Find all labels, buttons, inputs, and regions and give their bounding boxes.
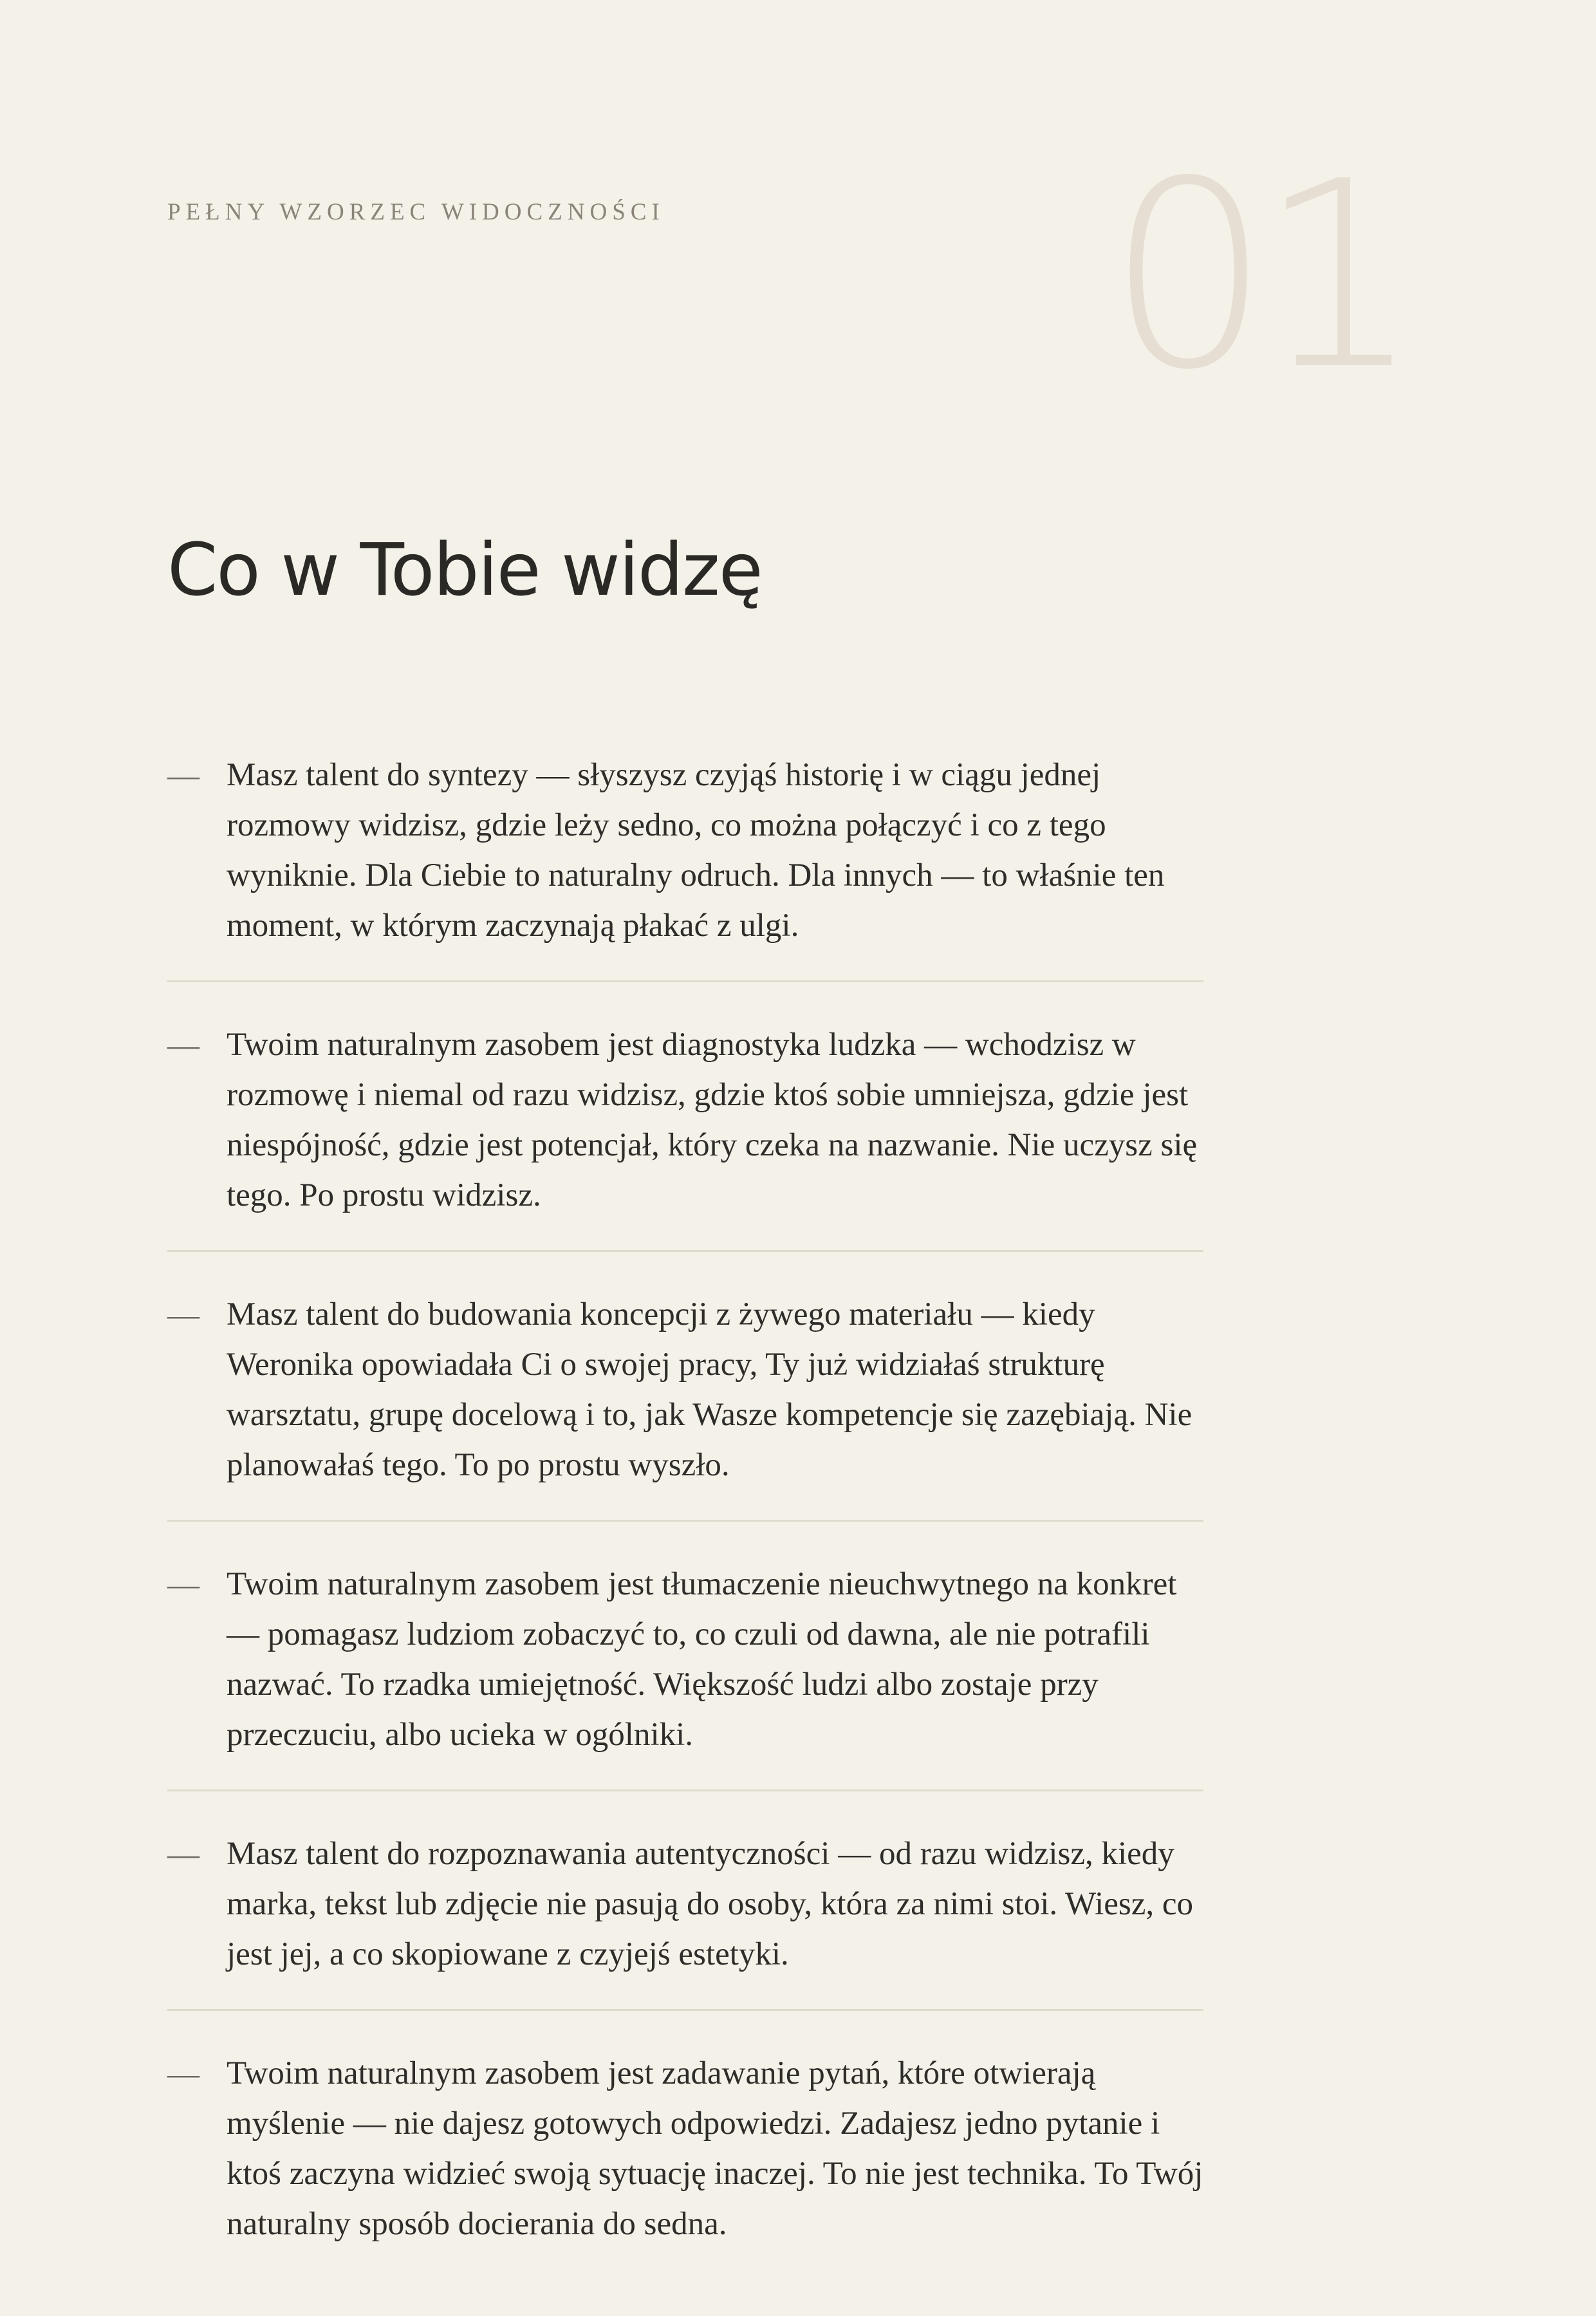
- section-number: 01: [1107, 127, 1409, 426]
- page-title: Co w Tobie widzę: [167, 528, 762, 612]
- section-eyebrow: PEŁNY WZORZEC WIDOCZNOŚCI: [167, 199, 665, 225]
- list-item: [167, 1559, 1203, 1791]
- list-item: [167, 1829, 1203, 2011]
- dash-marker: —: [167, 2055, 200, 2091]
- list-item-text: Masz talent do rozpoznawania autentyczności — od razu widzisz, kiedy marka, tekst lub zdjęcie nie pasują do osoby, która za nimi stoi. Wiesz, co jest jej, a co skopiowane z czyjejś estetyki.: [227, 1836, 1194, 1972]
- list-item: [167, 1020, 1203, 1252]
- list-item-text: Twoim naturalnym zasobem jest diagnostyka ludzka — wchodzisz w rozmowę i niemal od razu widzisz, gdzie ktoś sobie umniejsza, gdzie jest niespójność, gdzie jest potencjał, który czeka na nazwanie. Nie uczysz się tego. Po prostu widzisz.: [227, 1027, 1198, 1213]
- dash-marker: —: [167, 1027, 200, 1063]
- dash-marker: —: [167, 1836, 200, 1872]
- list-item-text: Masz talent do syntezy — słyszysz czyjąś historię i w ciągu jednej rozmowy widzisz, gdzie leży sedno, co można połączyć i co z tego wyniknie. Dla Ciebie to naturalny odruch. Dla innych — to właśnie ten moment, w którym zaczynają płakać z ulgi.: [227, 757, 1165, 944]
- list-item: [167, 1289, 1203, 1522]
- list-item-text: Masz talent do budowania koncepcji z żywego materiału — kiedy Weronika opowiadała Ci o swojej pracy, Ty już widziałaś strukturę warsztatu, grupę docelową i to, jak Wasze kompetencje się zazębiają. Nie planowałaś tego. To po prostu wyszło.: [227, 1296, 1192, 1483]
- list-item: [167, 750, 1203, 982]
- dash-marker: —: [167, 1296, 200, 1332]
- list-item-text: Twoim naturalnym zasobem jest zadawanie pytań, które otwierają myślenie — nie dajesz gotowych odpowiedzi. Zadajesz jedno pytanie i ktoś zaczyna widzieć swoją sytuację inaczej. To nie jest technika. To Twój naturalny sposób docierania do sedna.: [227, 2055, 1203, 2242]
- list-item-text: Twoim naturalnym zasobem jest tłumaczenie nieuchwytnego na konkret — pomagasz ludziom zobaczyć to, co czuli od dawna, ale nie potrafili nazwać. To rzadka umiejętność. Większość ludzi albo zostaje przy przeczuciu, albo ucieka w ogólniki.: [227, 1566, 1177, 1753]
- dash-marker: —: [167, 757, 200, 793]
- insights-list: [167, 750, 1203, 2316]
- dash-marker: —: [167, 1566, 200, 1602]
- list-item: [167, 2048, 1203, 2279]
